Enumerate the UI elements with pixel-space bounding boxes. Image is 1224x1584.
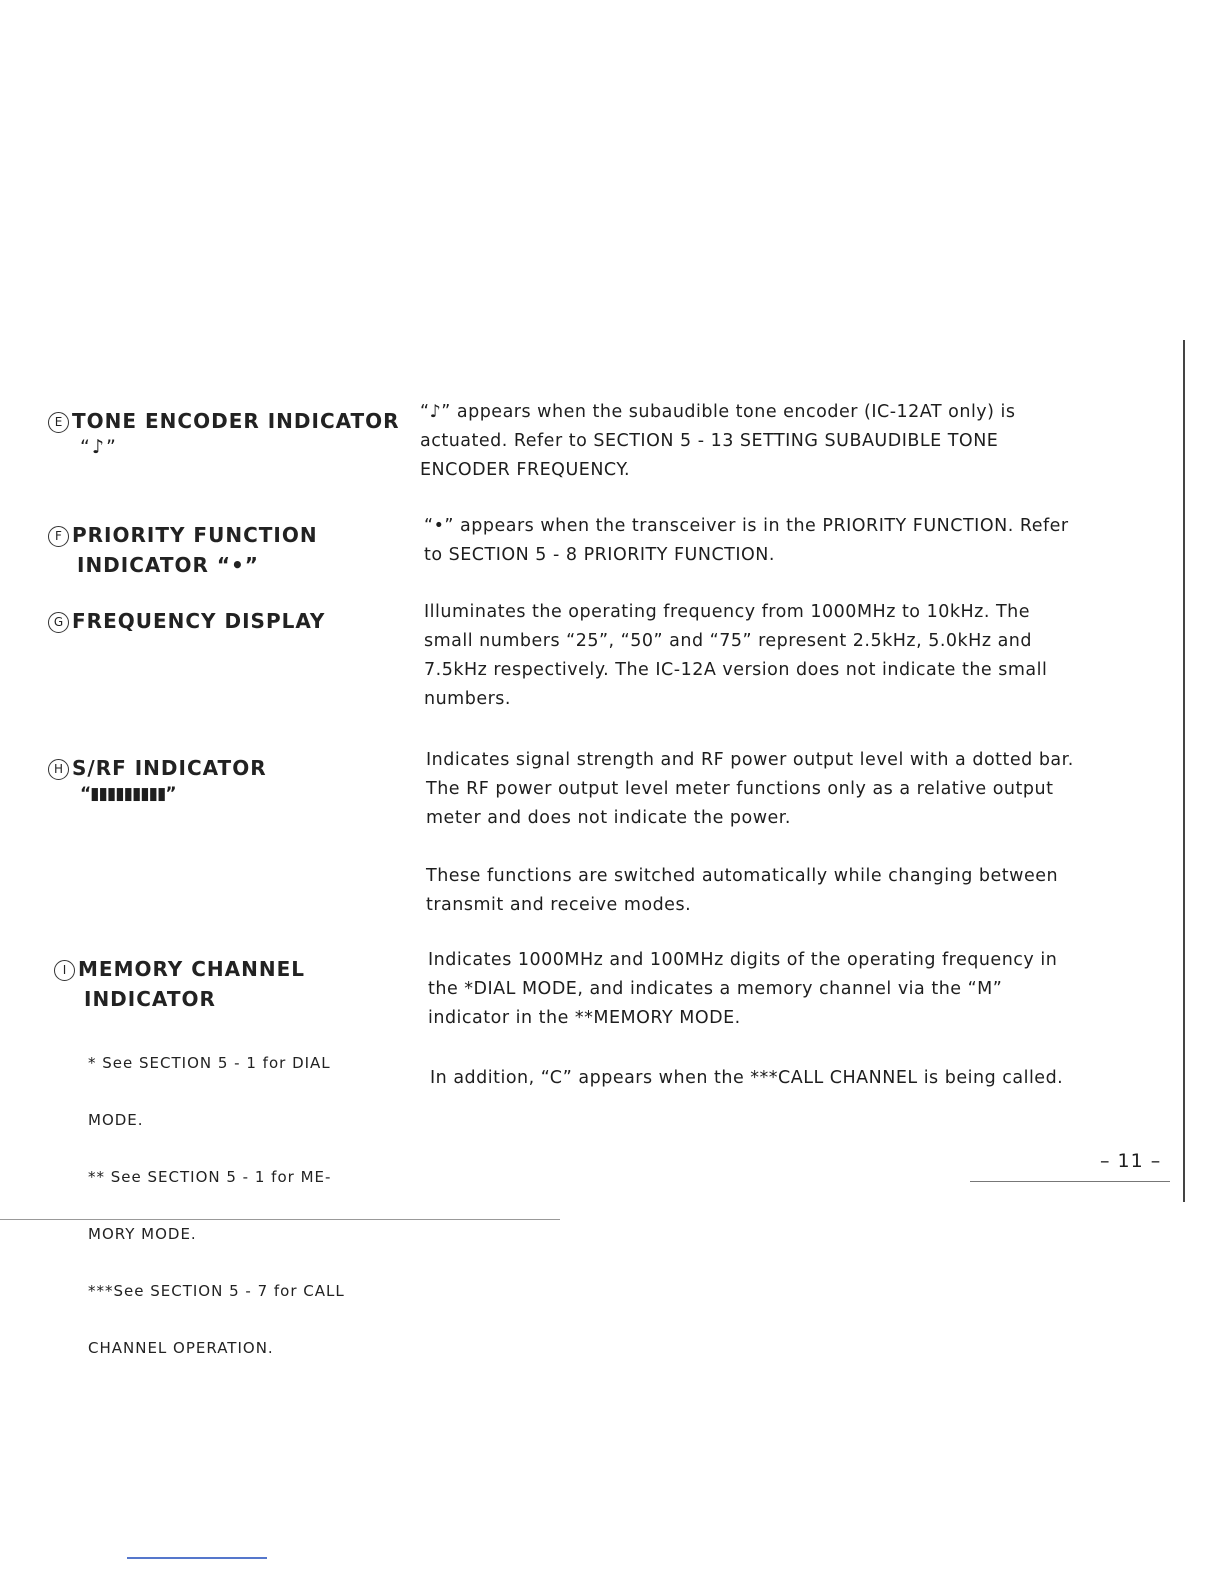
- blue-underline: [127, 1557, 267, 1559]
- circled-letter-g: G: [48, 612, 69, 633]
- priority-indicator-label: INDICATOR “•”: [77, 553, 259, 577]
- circled-letter-i: I: [54, 960, 75, 981]
- circled-letter-h: H: [48, 759, 69, 780]
- footnote-line: CHANNEL OPERATION.: [88, 1339, 274, 1357]
- priority-function-description: “•” appears when the transceiver is in the PRIORITY FUNCTION. Refer to SECTION 5 - 8 PRIORITY FUNCTION.: [424, 516, 1069, 565]
- memory-channel-description: Indicates 1000MHz and 100MHz digits of the operating frequency in the *DIAL MODE, and indicates a memory channel via the “M” indicator in the **MEMORY MODE.: [428, 950, 1058, 1028]
- page-number: – 11 –: [1100, 1150, 1162, 1172]
- heading-tone-encoder: E TONE ENCODER INDICATOR: [48, 406, 400, 436]
- srf-indicator-description: Indicates signal strength and RF power output level with a dotted bar. The RF power output level meter functions only as a relative output meter and does not indicate the power.: [426, 750, 1074, 828]
- srf-switching-note: These functions are switched automatically while changing between transmit and receive modes.: [426, 866, 1059, 915]
- footnote-line: * See SECTION 5 - 1 for DIAL: [88, 1054, 331, 1072]
- footnote-line: ** See SECTION 5 - 1 for ME-: [88, 1168, 332, 1186]
- tone-encoder-symbol: “♪”: [80, 436, 118, 458]
- heading-priority-function: F PRIORITY FUNCTION: [48, 520, 318, 550]
- bottom-edge-rule: [0, 1219, 560, 1220]
- footnote-line: MORY MODE.: [88, 1225, 197, 1243]
- footnote-line: MODE.: [88, 1111, 144, 1129]
- frequency-display-description: Illuminates the operating frequency from 1000MHz to 10kHz. The small numbers “25”, “50” and “75” represent 2.5kHz, 5.0kHz and 7.5kHz respectively. The IC-12A version does not indicate the small numbers.: [424, 602, 1048, 709]
- circled-letter-e: E: [48, 412, 69, 433]
- call-channel-note: In addition, “C” appears when the ***CALL CHANNEL is being called.: [430, 1068, 1064, 1088]
- page-number-rule: [970, 1181, 1170, 1182]
- circled-letter-f: F: [48, 526, 69, 547]
- right-margin-rule: [1183, 340, 1185, 1202]
- heading-frequency-display: G FREQUENCY DISPLAY: [48, 606, 325, 636]
- memory-channel-indicator-label: INDICATOR: [84, 987, 216, 1011]
- srf-bar-symbol: “▮▮▮▮▮▮▮▮▮”: [80, 784, 176, 804]
- memory-channel-footnotes: [88, 1016, 345, 1396]
- footnote-line: ***See SECTION 5 - 7 for CALL: [88, 1282, 345, 1300]
- heading-memory-channel: I MEMORY CHANNEL: [54, 954, 305, 984]
- tone-encoder-description: “♪” appears when the subaudible tone encoder (IC-12AT only) is actuated. Refer to SECTION 5 - 13 SETTING SUBAUDIBLE TONE ENCODER FREQUENCY.: [420, 402, 1016, 480]
- heading-srf-indicator: H S/RF INDICATOR: [48, 753, 267, 783]
